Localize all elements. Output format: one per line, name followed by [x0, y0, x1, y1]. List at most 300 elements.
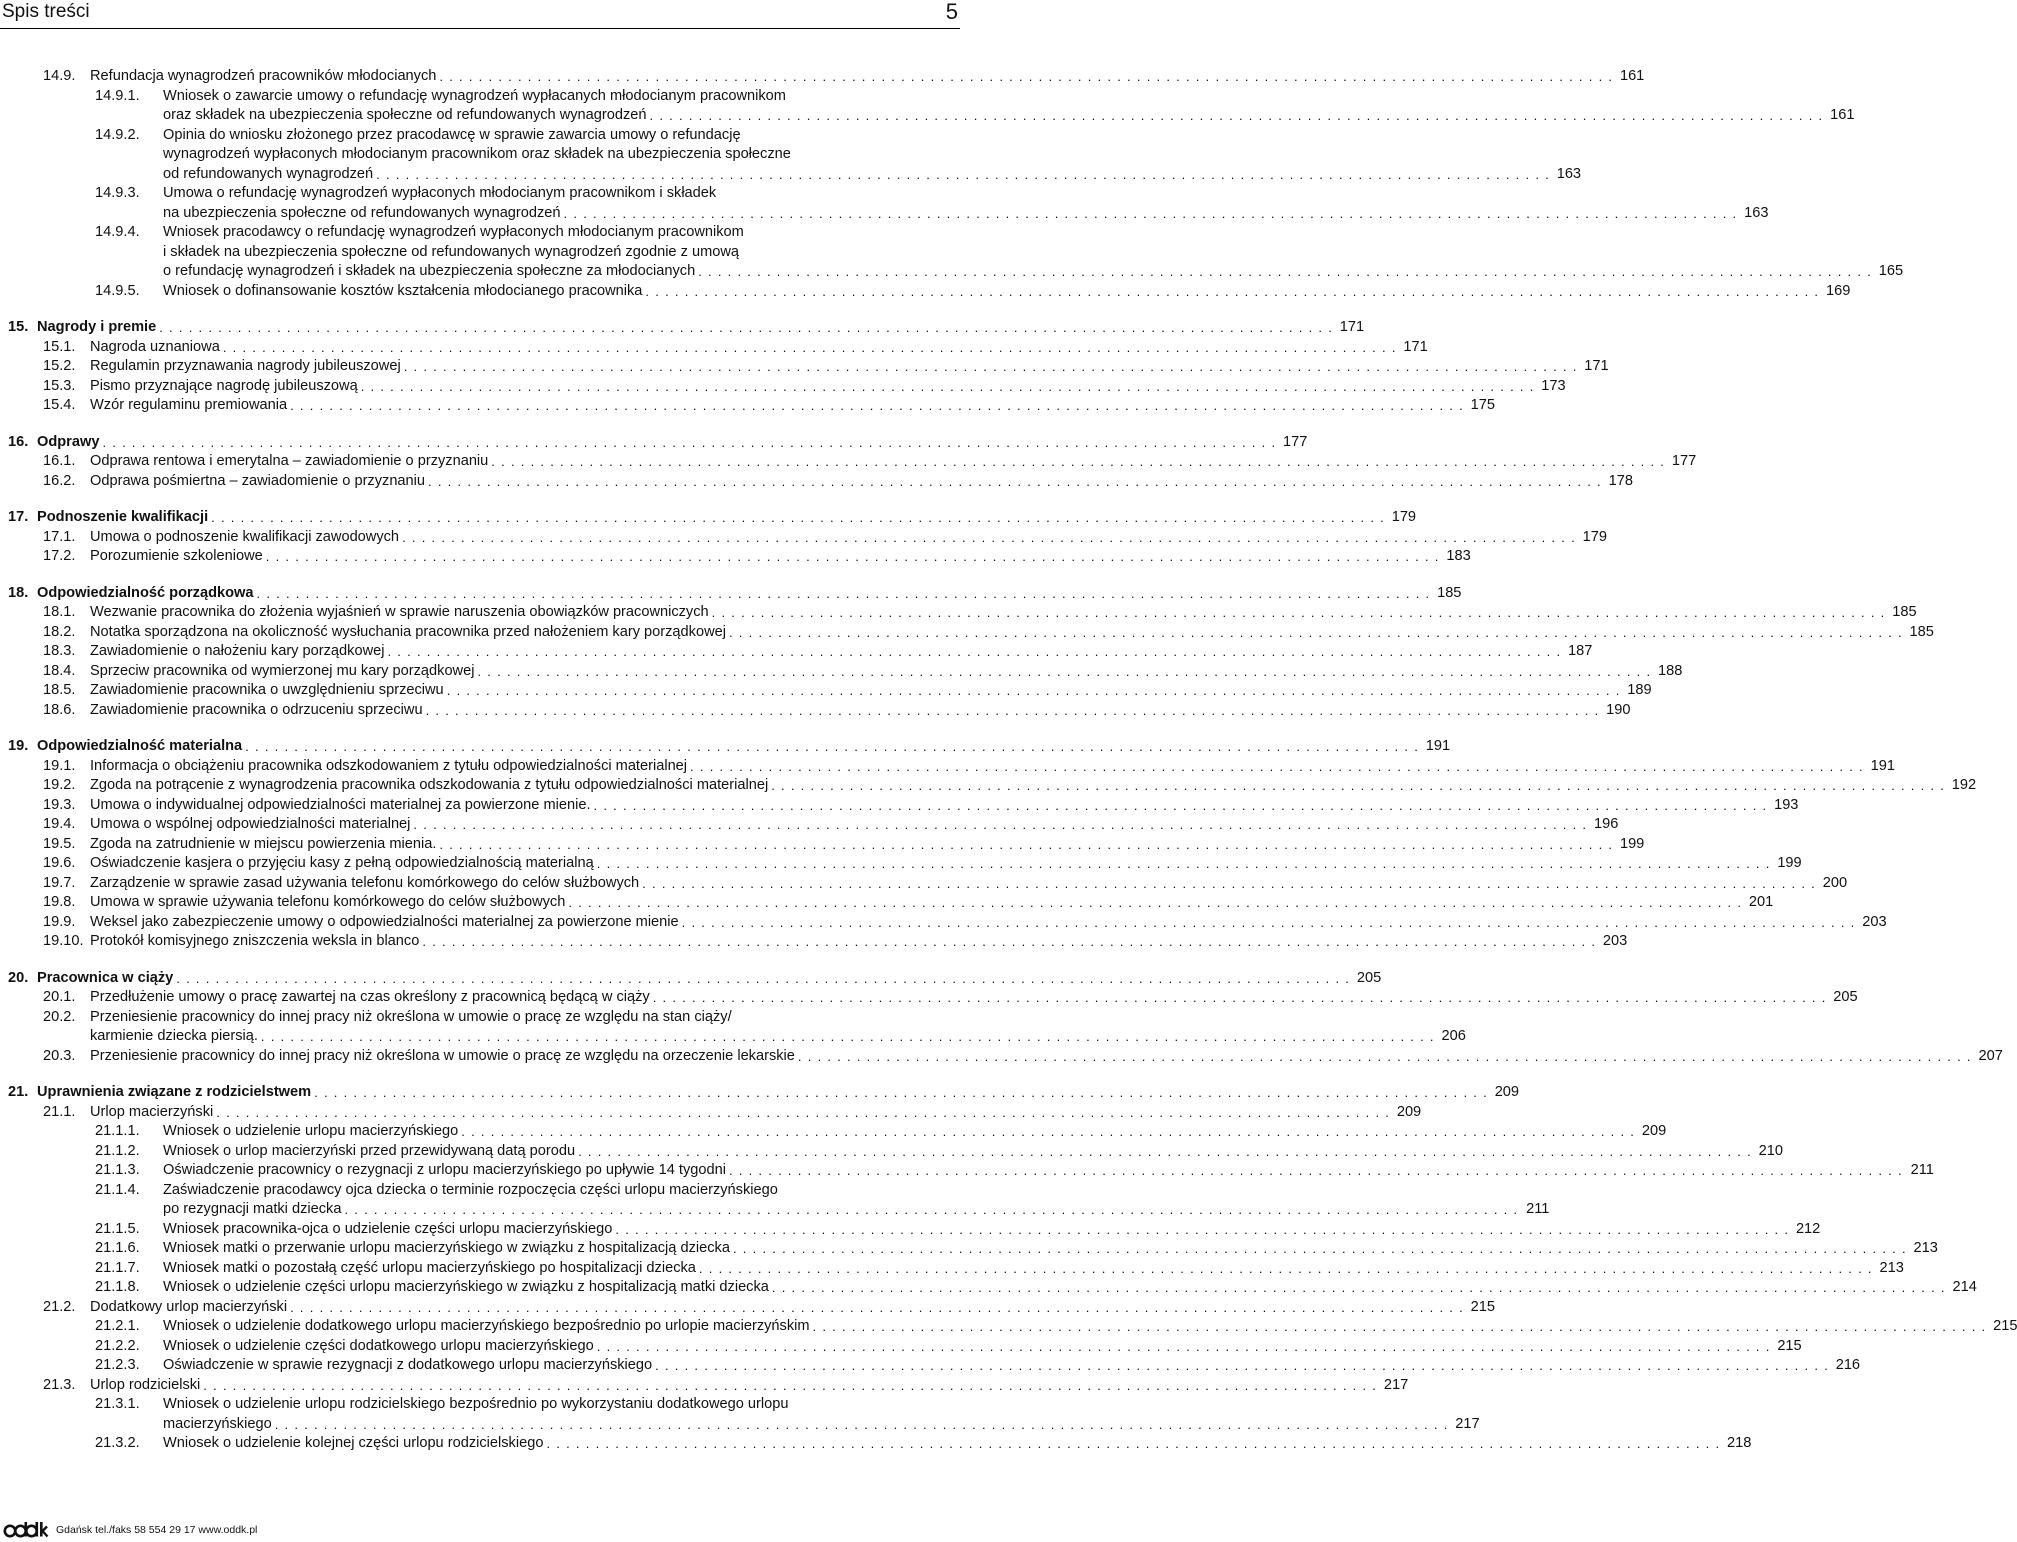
toc-entry-line [163, 126, 960, 146]
toc-page-number: 165 [1878, 263, 1904, 279]
toc-entry-line [90, 642, 1593, 662]
dot-leader: . . . . . . . . . . . . . . . . . . . . . . . . . . . . . . . . . . . . . . . . . . . . . . . . . . . . . . . . . . . . . . . . . . . . . . . . . . . . . . . . . . . . . . . . . . . . . . . . . . . . . . . . . . . . . . . . . . . . . . . . [425, 702, 1600, 718]
dot-leader: . . . . . . . . . . . . . . . . . . . . . . . . . . . . . . . . . . . . . . . . . . . . . . . . . . . . . . . . . . . . . . . . . . . . . . . . . . . . . . . . . . . . . . . . . . . . . . . . . . . . . . . . . . . . . . . . . . . . . . . . [290, 1299, 1465, 1315]
toc-entry-title: Wniosek matki o pozostałą część urlopu macierzyńskiego po hospitalizacji dziecka [163, 1259, 696, 1276]
toc-number: 19. [8, 738, 29, 754]
toc-entry-title: Pismo przyznające nagrodę jubileuszową [90, 377, 358, 394]
dot-leader: . . . . . . . . . . . . . . . . . . . . . . . . . . . . . . . . . . . . . . . . . . . . . . . . . . . . . . . . . . . . . . . . . . . . . . . . . . . . . . . . . . . . . . . . . . . . . . . . . . . . . . . . . . . . . . . . . . . . . . . . [596, 1338, 1771, 1354]
toc-page-number: 193 [1774, 796, 1799, 813]
toc-entry-title: Zarządzenie w sprawie zasad używania telefonu komórkowego do celów służbowych [90, 874, 640, 891]
dot-leader: . . . . . . . . . . . . . . . . . . . . . . . . . . . . . . . . . . . . . . . . . . . . . . . . . . . . . . . . . . . . . . . . . . . . . . . . . . . . . . . . . . . . . . . . . . . . . . . . . . . . . . . . . . . . . . . . . . . . . . . . [728, 624, 1903, 640]
toc-page-number: 171 [1339, 319, 1365, 335]
toc-number: 18.6. [43, 701, 76, 718]
toc-page-number: 209 [1494, 1084, 1520, 1100]
toc-entry-title: Odpowiedzialność porządkowa [37, 584, 254, 601]
toc-page-number: 171 [1403, 338, 1428, 355]
dot-leader: . . . . . . . . . . . . . . . . . . . . . . . . . . . . . . . . . . . . . . . . . . . . . . . . . . . . . . . . . . . . . . . . . . . . . . . . . . . . . . . . . . . . . . . . . . . . . . . . . . . . . . . . . . . . . . . . . . . . . . . . [344, 1202, 1519, 1217]
toc-entry-title: Zaświadczenie pracodawcy ojca dziecka o terminie rozpoczęcia części urlopu macierzyńskiego [163, 1181, 778, 1198]
toc-number: 16. [8, 433, 29, 450]
toc-number: 21.1.8. [95, 1279, 140, 1295]
toc-entry-title: po rezygnacji matki dziecka [163, 1201, 342, 1217]
toc-number: 14.9. [43, 68, 76, 84]
toc-page-number: 187 [1568, 643, 1593, 659]
toc-page-number: 199 [1777, 855, 1802, 871]
dot-leader: . . . . . . . . . . . . . . . . . . . . . . . . . . . . . . . . . . . . . . . . . . . . . . . . . . . . . . . . . . . . . . . . . . . . . . . . . . . . . . . . . . . . . . . . . . . . . . . . . . . . . . . . . . . . . . . . . . . . . . . . [652, 990, 1827, 1005]
dot-leader: . . . . . . . . . . . . . . . . . . . . . . . . . . . . . . . . . . . . . . . . . . . . . . . . . . . . . . . . . . . . . . . . . . . . . . . . . . . . . . . . . . . . . . . . . . . . . . . . . . . . . . . . . . . . . . . . . . . . . . . . [642, 875, 1817, 891]
toc-entry-line [90, 452, 1697, 472]
toc-number: 21.1.5. [95, 1220, 140, 1237]
toc-number: 20.1. [43, 989, 76, 1005]
dot-leader: . . . . . . . . . . . . . . . . . . . . . . . . . . . . . . . . . . . . . . . . . . . . . . . . . . . . . . . . . . . . . . . . . . . . . . . . . . . . . . . . . . . . . . . . . . . . . . . . . . . . . . . . . . . . . . . . . . . . . . . . [615, 1221, 1790, 1237]
toc-number: 19.7. [43, 874, 76, 891]
dot-leader: . . . . . . . . . . . . . . . . . . . . . . . . . . . . . . . . . . . . . . . . . . . . . . . . . . . . . . . . . . . . . . . . . . . . . . . . . . . . . . . . . . . . . . . . . . . . . . . . . . . . . . . . . . . . . . . . . . . . . . . . [645, 283, 1820, 299]
toc-page-number: 218 [1727, 1435, 1752, 1451]
toc-entry-title: Odprawa rentowa i emerytalna – zawiadomienie o przyznaniu [90, 453, 489, 469]
toc-entry-line [163, 1434, 1752, 1454]
toc-entry-line [90, 815, 1619, 835]
dot-leader: . . . . . . . . . . . . . . . . . . . . . . . . . . . . . . . . . . . . . . . . . . . . . . . . . . . . . . . . . . . . . . . . . . . . . . . . . . . . . . . . . . . . . . . . . . . . . . . . . . . . . . . . . . . . . . . . . . . . . . . . [439, 836, 1614, 852]
dot-leader: . . . . . . . . . . . . . . . . . . . . . . . . . . . . . . . . . . . . . . . . . . . . . . . . . . . . . . . . . . . . . . . . . . . . . . . . . . . . . . . . . . . . . . . . . . . . . . . . . . . . . . . . . . . . . . . . . . . . . . . . [477, 663, 1652, 679]
toc-page-number: 209 [1396, 1103, 1422, 1120]
toc-entry-line [90, 1047, 2003, 1067]
toc-page-number: 188 [1658, 662, 1683, 679]
toc-page-number: 213 [1879, 1259, 1904, 1276]
toc-entry-line [90, 776, 1977, 796]
toc-entry-title: Wezwanie pracownika do złożenia wyjaśnień w sprawie naruszenia obowiązków pracowniczych [90, 604, 709, 620]
toc-entry-title: Odprawa pośmiertna – zawiadomienie o przyznaniu [90, 472, 426, 489]
toc-entry-line [163, 282, 1851, 302]
toc-entry-title: Umowa w sprawie używania telefonu komórkowego do celów służbowych [90, 894, 566, 910]
toc-page-number: 209 [1641, 1123, 1667, 1139]
toc-entry-line [163, 1142, 1783, 1162]
toc-entry-title: Oświadczenie kasjera o przyjęciu kasy z pełną odpowiedzialnością materialną [90, 855, 594, 871]
toc-entry-title: Zawiadomienie o nałożeniu kary porządkowej [90, 643, 385, 659]
dot-leader: . . . . . . . . . . . . . . . . . . . . . . . . . . . . . . . . . . . . . . . . . . . . . . . . . . . . . . . . . . . . . . . . . . . . . . . . . . . . . . . . . . . . . . . . . . . . . . . . . . . . . . . . . . . . . . . . . . . . . . . . [290, 398, 1465, 413]
toc-entry-title: na ubezpieczenia społeczne od refundowanych wynagrodzeń [163, 204, 561, 221]
dot-leader: . . . . . . . . . . . . . . . . . . . . . . . . . . . . . . . . . . . . . . . . . . . . . . . . . . . . . . . . . . . . . . . . . . . . . . . . . . . . . . . . . . . . . . . . . . . . . . . . . . . . . . . . . . . . . . . . . . . . . . . . [245, 739, 1420, 754]
toc-entry-line [90, 932, 1628, 952]
dot-leader: . . . . . . . . . . . . . . . . . . . . . . . . . . . . . . . . . . . . . . . . . . . . . . . . . . . . . . . . . . . . . . . . . . . . . . . . . . . . . . . . . . . . . . . . . . . . . . . . . . . . . . . . . . . . . . . . . . . . . . . . [413, 817, 1588, 832]
toc-entry-line [90, 623, 1934, 643]
toc-entry-title: Wniosek matki o przerwanie urlopu macierzyńskiego w związku z hospitalizacją dziecka [163, 1240, 730, 1256]
toc-number: 20.3. [43, 1047, 76, 1064]
toc-number: 21.1. [43, 1103, 76, 1120]
toc-page-number: 191 [1870, 757, 1895, 774]
toc-entry-line [90, 1376, 1409, 1396]
toc-number: 19.3. [43, 796, 76, 813]
toc-number: 21.1.3. [95, 1162, 140, 1178]
dot-leader: . . . . . . . . . . . . . . . . . . . . . . . . . . . . . . . . . . . . . . . . . . . . . . . . . . . . . . . . . . . . . . . . . . . . . . . . . . . . . . . . . . . . . . . . . . . . . . . . . . . . . . . . . . . . . . . . . . . . . . . . [439, 69, 1614, 84]
toc-page-number: 178 [1608, 472, 1633, 489]
dot-leader: . . . . . . . . . . . . . . . . . . . . . . . . . . . . . . . . . . . . . . . . . . . . . . . . . . . . . . . . . . . . . . . . . . . . . . . . . . . . . . . . . . . . . . . . . . . . . . . . . . . . . . . . . . . . . . . . . . . . . . . . [216, 1104, 1391, 1120]
dot-leader: . . . . . . . . . . . . . . . . . . . . . . . . . . . . . . . . . . . . . . . . . . . . . . . . . . . . . . . . . . . . . . . . . . . . . . . . . . . . . . . . . . . . . . . . . . . . . . . . . . . . . . . . . . . . . . . . . . . . . . . . [314, 1085, 1489, 1100]
toc-number: 18.2. [43, 623, 76, 640]
toc-entry-line [37, 737, 1451, 757]
toc-entry-title: Sprzeciw pracownika od wymierzonej mu kary porządkowej [90, 662, 475, 679]
dot-leader: . . . . . . . . . . . . . . . . . . . . . . . . . . . . . . . . . . . . . . . . . . . . . . . . . . . . . . . . . . . . . . . . . . . . . . . . . . . . . . . . . . . . . . . . . . . . . . . . . . . . . . . . . . . . . . . . . . . . . . . . [491, 454, 1666, 469]
toc-entry-line [163, 145, 960, 165]
toc-entry-title: Wniosek pracodawcy o refundację wynagrodzeń wypłaconych młodocianym pracownikom [163, 224, 744, 240]
dot-leader: . . . . . . . . . . . . . . . . . . . . . . . . . . . . . . . . . . . . . . . . . . . . . . . . . . . . . . . . . . . . . . . . . . . . . . . . . . . . . . . . . . . . . . . . . . . . . . . . . . . . . . . . . . . . . . . . . . . . . . . . [387, 644, 1562, 659]
toc-entry-line [163, 1317, 2017, 1337]
toc-entry-title: Odpowiedzialność materialna [37, 738, 243, 754]
toc-entry-title: Wniosek o udzielenie kolejnej części urlopu rodzicielskiego [163, 1435, 544, 1451]
toc-number: 21.3. [43, 1376, 76, 1393]
toc-entry-title: Oświadczenie pracownicy o rezygnacji z urlopu macierzyńskiego po upływie 14 tygodni [163, 1162, 726, 1178]
toc-page-number: 161 [1619, 68, 1645, 84]
toc-entry-title: Notatka sporządzona na okoliczność wysłuchania pracownika przed nałożeniem kary porządkowej [90, 623, 726, 640]
toc-number: 21.1.6. [95, 1240, 140, 1256]
toc-entry-title: macierzyńskiego [163, 1415, 272, 1432]
toc-page-number: 215 [1470, 1298, 1496, 1315]
toc-page-number: 185 [1892, 604, 1917, 620]
toc-number: 19.2. [43, 777, 76, 793]
toc-number: 21.3.1. [95, 1396, 140, 1412]
toc-page-number: 196 [1593, 816, 1619, 832]
toc-entry-title: Nagrody i premie [37, 319, 157, 335]
toc-entry-line [163, 87, 960, 107]
toc-entry-line [163, 1161, 1934, 1181]
toc-entry-line [90, 1008, 960, 1028]
toc-number: 18.3. [43, 643, 76, 659]
toc-number: 19.6. [43, 855, 76, 871]
dot-leader: . . . . . . . . . . . . . . . . . . . . . . . . . . . . . . . . . . . . . . . . . . . . . . . . . . . . . . . . . . . . . . . . . . . . . . . . . . . . . . . . . . . . . . . . . . . . . . . . . . . . . . . . . . . . . . . . . . . . . . . . [446, 683, 1621, 698]
toc-page-number: 217 [1455, 1415, 1480, 1432]
toc-number: 19.8. [43, 894, 76, 910]
toc-entry-title: o refundację wynagrodzeń i składek na ubezpieczenia społeczne za młodocianych [163, 263, 696, 279]
toc-page-number: 217 [1383, 1376, 1409, 1393]
toc-page-number: 207 [1978, 1047, 2003, 1064]
dot-leader: . . . . . . . . . . . . . . . . . . . . . . . . . . . . . . . . . . . . . . . . . . . . . . . . . . . . . . . . . . . . . . . . . . . . . . . . . . . . . . . . . . . . . . . . . . . . . . . . . . . . . . . . . . . . . . . . . . . . . . . . [546, 1436, 1721, 1451]
toc-page-number: 191 [1425, 738, 1451, 754]
toc-entry-line [163, 1395, 960, 1415]
page-number: 5 [945, 0, 958, 24]
toc-entry-title: wynagrodzeń wypłaconych młodocianym pracownikom oraz składek na ubezpieczenia społeczne [163, 146, 791, 162]
dot-leader: . . . . . . . . . . . . . . . . . . . . . . . . . . . . . . . . . . . . . . . . . . . . . . . . . . . . . . . . . . . . . . . . . . . . . . . . . . . . . . . . . . . . . . . . . . . . . . . . . . . . . . . . . . . . . . . . . . . . . . . . [596, 856, 1771, 871]
toc-entry-title: Wniosek o urlop macierzyński przed przewidywaną datą porodu [163, 1142, 576, 1159]
toc-number: 18.4. [43, 662, 76, 679]
dot-leader: . . . . . . . . . . . . . . . . . . . . . . . . . . . . . . . . . . . . . . . . . . . . . . . . . . . . . . . . . . . . . . . . . . . . . . . . . . . . . . . . . . . . . . . . . . . . . . . . . . . . . . . . . . . . . . . . . . . . . . . . [422, 934, 1597, 949]
toc-entry-line [163, 1122, 1667, 1142]
toc-page-number: 185 [1909, 623, 1934, 640]
toc-number: 21.1.2. [95, 1142, 140, 1159]
toc-entry-title: i składek na ubezpieczenia społeczne od refundowanych wynagrodzeń zgodnie z umową [163, 243, 740, 260]
dot-leader: . . . . . . . . . . . . . . . . . . . . . . . . . . . . . . . . . . . . . . . . . . . . . . . . . . . . . . . . . . . . . . . . . . . . . . . . . . . . . . . . . . . . . . . . . . . . . . . . . . . . . . . . . . . . . . . . . . . . . . . . [771, 1280, 1946, 1295]
toc-entry-line [90, 377, 1566, 397]
toc-entry-title: Refundacja wynagrodzeń pracowników młodocianych [90, 68, 437, 84]
toc-entry-title: Urlop macierzyński [90, 1103, 214, 1120]
toc-entry-line [163, 106, 1855, 126]
toc-entry-line [90, 988, 1858, 1008]
toc-entry-title: Przeniesienie pracownicy do innej pracy niż określona w umowie o pracę ze względu na stan ciąży/ [90, 1008, 732, 1025]
toc-page-number: 175 [1470, 397, 1496, 413]
toc-page-number: 161 [1830, 107, 1855, 123]
toc-entry-line [90, 1103, 1422, 1123]
toc-entry-title: Regulamin przyznawania nagrody jubileuszowej [90, 358, 401, 374]
dot-leader: . . . . . . . . . . . . . . . . . . . . . . . . . . . . . . . . . . . . . . . . . . . . . . . . . . . . . . . . . . . . . . . . . . . . . . . . . . . . . . . . . . . . . . . . . . . . . . . . . . . . . . . . . . . . . . . . . . . . . . . . [812, 1319, 1987, 1334]
toc-number: 15.1. [43, 338, 76, 355]
toc-entry-title: Zgoda na zatrudnienie w miejscu powierzenia mienia. [90, 835, 437, 852]
toc-number: 16.2. [43, 472, 76, 489]
toc-number: 19.5. [43, 835, 76, 852]
toc-entry-line [163, 262, 1904, 282]
toc-entry-title: Wniosek o zawarcie umowy o refundację wynagrodzeń wypłacanych młodocianym pracownikom [163, 87, 786, 104]
toc-number: 14.9.1. [95, 87, 140, 104]
toc-entry-line [90, 874, 1848, 894]
dot-leader: . . . . . . . . . . . . . . . . . . . . . . . . . . . . . . . . . . . . . . . . . . . . . . . . . . . . . . . . . . . . . . . . . . . . . . . . . . . . . . . . . . . . . . . . . . . . . . . . . . . . . . . . . . . . . . . . . . . . . . . . [102, 434, 1277, 450]
toc-entry-line [37, 1083, 1520, 1103]
dot-leader: . . . . . . . . . . . . . . . . . . . . . . . . . . . . . . . . . . . . . . . . . . . . . . . . . . . . . . . . . . . . . . . . . . . . . . . . . . . . . . . . . . . . . . . . . . . . . . . . . . . . . . . . . . . . . . . . . . . . . . . . [649, 108, 1824, 123]
toc-number: 15. [8, 319, 29, 335]
toc-entry-line [90, 701, 1631, 721]
toc-number: 17.1. [43, 528, 76, 545]
dot-leader: . . . . . . . . . . . . . . . . . . . . . . . . . . . . . . . . . . . . . . . . . . . . . . . . . . . . . . . . . . . . . . . . . . . . . . . . . . . . . . . . . . . . . . . . . . . . . . . . . . . . . . . . . . . . . . . . . . . . . . . . [593, 797, 1768, 813]
toc-page-number: 190 [1606, 701, 1631, 718]
toc-entry-line [163, 1220, 1821, 1240]
toc-entry-title: Dodatkowy urlop macierzyński [90, 1298, 288, 1315]
toc-entry-title: Nagroda uznaniowa [90, 338, 220, 355]
toc-page-number: 199 [1619, 835, 1645, 852]
dot-leader: . . . . . . . . . . . . . . . . . . . . . . . . . . . . . . . . . . . . . . . . . . . . . . . . . . . . . . . . . . . . . . . . . . . . . . . . . . . . . . . . . . . . . . . . . . . . . . . . . . . . . . . . . . . . . . . . . . . . . . . . [655, 1358, 1830, 1373]
toc-page-number: 206 [1441, 1028, 1466, 1044]
dot-leader: . . . . . . . . . . . . . . . . . . . . . . . . . . . . . . . . . . . . . . . . . . . . . . . . . . . . . . . . . . . . . . . . . . . . . . . . . . . . . . . . . . . . . . . . . . . . . . . . . . . . . . . . . . . . . . . . . . . . . . . . [728, 1163, 1903, 1178]
toc-entry-title: Wzór regulaminu premiowania [90, 397, 288, 413]
toc-entry-title: Oświadczenie w sprawie rezygnacji z dodatkowego urlopu macierzyńskiego [163, 1357, 653, 1373]
toc-page-number: 211 [1910, 1162, 1934, 1178]
dot-leader: . . . . . . . . . . . . . . . . . . . . . . . . . . . . . . . . . . . . . . . . . . . . . . . . . . . . . . . . . . . . . . . . . . . . . . . . . . . . . . . . . . . . . . . . . . . . . . . . . . . . . . . . . . . . . . . . . . . . . . . . [711, 605, 1886, 620]
toc-entry-line [90, 662, 1683, 682]
dot-leader: . . . . . . . . . . . . . . . . . . . . . . . . . . . . . . . . . . . . . . . . . . . . . . . . . . . . . . . . . . . . . . . . . . . . . . . . . . . . . . . . . . . . . . . . . . . . . . . . . . . . . . . . . . . . . . . . . . . . . . . . [732, 1241, 1907, 1256]
toc-entry-title: Umowa o indywidualnej odpowiedzialności materialnej za powierzone mienie. [90, 796, 591, 813]
toc-number: 14.9.3. [95, 185, 140, 201]
toc-entry-line [90, 1298, 1496, 1318]
toc-entry-line [90, 796, 1799, 816]
toc-page-number: 185 [1437, 584, 1462, 601]
toc-entry-title: Odprawy [37, 433, 100, 450]
toc-entry-line [90, 681, 1652, 701]
toc-entry-line [90, 528, 1607, 548]
toc-entry-line [163, 1239, 1938, 1259]
dot-leader: . . . . . . . . . . . . . . . . . . . . . . . . . . . . . . . . . . . . . . . . . . . . . . . . . . . . . . . . . . . . . . . . . . . . . . . . . . . . . . . . . . . . . . . . . . . . . . . . . . . . . . . . . . . . . . . . . . . . . . . . [797, 1048, 1972, 1064]
toc-page-number: 205 [1833, 989, 1858, 1005]
toc-entry-title: od refundowanych wynagrodzeń [163, 165, 374, 182]
toc-number: 21.1.1. [95, 1123, 140, 1139]
footer-contact: Gdańsk tel./faks 58 554 29 17 www.oddk.pl [56, 1524, 258, 1536]
dot-leader: . . . . . . . . . . . . . . . . . . . . . . . . . . . . . . . . . . . . . . . . . . . . . . . . . . . . . . . . . . . . . . . . . . . . . . . . . . . . . . . . . . . . . . . . . . . . . . . . . . . . . . . . . . . . . . . . . . . . . . . . [698, 1260, 1873, 1276]
toc-number: 19.4. [43, 816, 76, 832]
toc-number: 18.1. [43, 604, 76, 620]
toc-page-number: 214 [1952, 1279, 1977, 1295]
toc-page-number: 213 [1913, 1240, 1938, 1256]
toc-page-number: 203 [1602, 933, 1628, 949]
toc-entry-title: Wniosek o udzielenie urlopu rodzicielskiego bezpośrednio po wykorzystaniu dodatkowego urlopu [163, 1396, 789, 1412]
toc-number: 21.1.7. [95, 1259, 140, 1276]
page-footer [0, 1518, 960, 1540]
dot-leader: . . . . . . . . . . . . . . . . . . . . . . . . . . . . . . . . . . . . . . . . . . . . . . . . . . . . . . . . . . . . . . . . . . . . . . . . . . . . . . . . . . . . . . . . . . . . . . . . . . . . . . . . . . . . . . . . . . . . . . . . [360, 378, 1535, 394]
toc-entry-title: Wniosek o udzielenie części dodatkowego urlopu macierzyńskiego [163, 1337, 594, 1354]
toc-entry-line [90, 357, 1609, 377]
dot-leader: . . . . . . . . . . . . . . . . . . . . . . . . . . . . . . . . . . . . . . . . . . . . . . . . . . . . . . . . . . . . . . . . . . . . . . . . . . . . . . . . . . . . . . . . . . . . . . . . . . . . . . . . . . . . . . . . . . . . . . . . [260, 1029, 1435, 1044]
toc-number: 17.2. [43, 548, 76, 564]
toc-entry-title: karmienie dziecka piersią. [90, 1028, 258, 1044]
toc-number: 19.1. [43, 757, 76, 774]
toc-number: 19.9. [43, 913, 76, 930]
oddk-logo [4, 1521, 48, 1538]
toc-page-number: 192 [1951, 777, 1977, 793]
dot-leader: . . . . . . . . . . . . . . . . . . . . . . . . . . . . . . . . . . . . . . . . . . . . . . . . . . . . . . . . . . . . . . . . . . . . . . . . . . . . . . . . . . . . . . . . . . . . . . . . . . . . . . . . . . . . . . . . . . . . . . . . [203, 1377, 1378, 1393]
toc-entry-title: Zawiadomienie pracownika o uwzględnieniu sprzeciwu [90, 682, 444, 698]
toc-entry-title: Wniosek o udzielenie dodatkowego urlopu macierzyńskiego bezpośrednio po urlopie macierzyńskim [163, 1318, 810, 1334]
toc-page-number: 183 [1446, 548, 1471, 564]
dot-leader: . . . . . . . . . . . . . . . . . . . . . . . . . . . . . . . . . . . . . . . . . . . . . . . . . . . . . . . . . . . . . . . . . . . . . . . . . . . . . . . . . . . . . . . . . . . . . . . . . . . . . . . . . . . . . . . . . . . . . . . . [274, 1416, 1449, 1432]
dot-leader: . . . . . . . . . . . . . . . . . . . . . . . . . . . . . . . . . . . . . . . . . . . . . . . . . . . . . . . . . . . . . . . . . . . . . . . . . . . . . . . . . . . . . . . . . . . . . . . . . . . . . . . . . . . . . . . . . . . . . . . . [428, 473, 1602, 489]
dot-leader: . . . . . . . . . . . . . . . . . . . . . . . . . . . . . . . . . . . . . . . . . . . . . . . . . . . . . . . . . . . . . . . . . . . . . . . . . . . . . . . . . . . . . . . . . . . . . . . . . . . . . . . . . . . . . . . . . . . . . . . . [402, 529, 1576, 545]
toc-page-number: 177 [1283, 433, 1308, 450]
toc-entry-line [90, 547, 1471, 567]
toc-number: 20. [8, 969, 29, 986]
toc-number: 21.2. [43, 1298, 76, 1315]
toc-entry-title: Wniosek pracownika-ojca o udzielenie części urlopu macierzyńskiego [163, 1220, 613, 1237]
dot-leader: . . . . . . . . . . . . . . . . . . . . . . . . . . . . . . . . . . . . . . . . . . . . . . . . . . . . . . . . . . . . . . . . . . . . . . . . . . . . . . . . . . . . . . . . . . . . . . . . . . . . . . . . . . . . . . . . . . . . . . . . [563, 205, 1738, 221]
dot-leader: . . . . . . . . . . . . . . . . . . . . . . . . . . . . . . . . . . . . . . . . . . . . . . . . . . . . . . . . . . . . . . . . . . . . . . . . . . . . . . . . . . . . . . . . . . . . . . . . . . . . . . . . . . . . . . . . . . . . . . . . [265, 549, 1440, 564]
dot-leader: . . . . . . . . . . . . . . . . . . . . . . . . . . . . . . . . . . . . . . . . . . . . . . . . . . . . . . . . . . . . . . . . . . . . . . . . . . . . . . . . . . . . . . . . . . . . . . . . . . . . . . . . . . . . . . . . . . . . . . . . [176, 970, 1351, 986]
toc-page-number: 169 [1825, 282, 1851, 299]
dot-leader: . . . . . . . . . . . . . . . . . . . . . . . . . . . . . . . . . . . . . . . . . . . . . . . . . . . . . . . . . . . . . . . . . . . . . . . . . . . . . . . . . . . . . . . . . . . . . . . . . . . . . . . . . . . . . . . . . . . . . . . . [211, 510, 1386, 525]
dot-leader: . . . . . . . . . . . . . . . . . . . . . . . . . . . . . . . . . . . . . . . . . . . . . . . . . . . . . . . . . . . . . . . . . . . . . . . . . . . . . . . . . . . . . . . . . . . . . . . . . . . . . . . . . . . . . . . . . . . . . . . . [222, 339, 1397, 355]
toc-entry-title: Przeniesienie pracownicy do innej pracy niż określona w umowie o pracę ze względu na orzeczenie lekarskie [90, 1047, 795, 1064]
toc-number: 16.1. [43, 453, 76, 469]
toc-page-number: 163 [1556, 165, 1582, 182]
toc-entry-line [90, 472, 1633, 492]
toc-entry-title: Umowa o podnoszenie kwalifikacji zawodowych [90, 528, 400, 545]
toc-number: 15.3. [43, 377, 76, 394]
toc-entry-line [90, 67, 1645, 87]
toc-entry-title: Wniosek o udzielenie urlopu macierzyńskiego [163, 1123, 459, 1139]
toc-number: 20.2. [43, 1008, 76, 1025]
toc-entry-title: Uprawnienia związane z rodzicielstwem [37, 1084, 312, 1100]
toc-entry-line [163, 1181, 960, 1201]
toc-page-number: 163 [1744, 204, 1769, 221]
dot-leader: . . . . . . . . . . . . . . . . . . . . . . . . . . . . . . . . . . . . . . . . . . . . . . . . . . . . . . . . . . . . . . . . . . . . . . . . . . . . . . . . . . . . . . . . . . . . . . . . . . . . . . . . . . . . . . . . . . . . . . . . [159, 320, 1334, 335]
toc-entry-line [90, 854, 1802, 874]
toc-entry-title: Protokół komisyjnego zniszczenia weksla in blanco [90, 933, 420, 949]
toc-entry-line [163, 165, 1582, 185]
toc-number: 15.2. [43, 358, 76, 374]
toc-entry-line [90, 913, 1887, 933]
toc-entry-title: Pracownica w ciąży [37, 969, 174, 986]
toc-page-number: 179 [1582, 528, 1607, 545]
dot-leader: . . . . . . . . . . . . . . . . . . . . . . . . . . . . . . . . . . . . . . . . . . . . . . . . . . . . . . . . . . . . . . . . . . . . . . . . . . . . . . . . . . . . . . . . . . . . . . . . . . . . . . . . . . . . . . . . . . . . . . . . [568, 895, 1743, 910]
toc-page-number: 205 [1356, 969, 1382, 986]
toc-entry-title: oraz składek na ubezpieczenia społeczne od refundowanych wynagrodzeń [163, 107, 647, 123]
toc-page-number: 201 [1748, 894, 1774, 910]
toc-number: 21.1.4. [95, 1181, 140, 1198]
toc-number: 21.3.2. [95, 1435, 140, 1451]
dot-leader: . . . . . . . . . . . . . . . . . . . . . . . . . . . . . . . . . . . . . . . . . . . . . . . . . . . . . . . . . . . . . . . . . . . . . . . . . . . . . . . . . . . . . . . . . . . . . . . . . . . . . . . . . . . . . . . . . . . . . . . . [698, 264, 1873, 279]
toc-entry-title: Weksel jako zabezpieczenie umowy o odpowiedzialności materialnej za powierzone mienie [90, 913, 679, 930]
toc-page-number: 200 [1822, 874, 1848, 891]
toc-entry-line [163, 243, 960, 263]
toc-number: 14.9.5. [95, 282, 140, 299]
toc-page-number: 210 [1758, 1142, 1783, 1159]
dot-leader: . . . . . . . . . . . . . . . . . . . . . . . . . . . . . . . . . . . . . . . . . . . . . . . . . . . . . . . . . . . . . . . . . . . . . . . . . . . . . . . . . . . . . . . . . . . . . . . . . . . . . . . . . . . . . . . . . . . . . . . . [771, 778, 1946, 793]
toc-entry-line [90, 396, 1496, 416]
toc-number: 21. [8, 1084, 29, 1100]
dot-leader: . . . . . . . . . . . . . . . . . . . . . . . . . . . . . . . . . . . . . . . . . . . . . . . . . . . . . . . . . . . . . . . . . . . . . . . . . . . . . . . . . . . . . . . . . . . . . . . . . . . . . . . . . . . . . . . . . . . . . . . . [376, 166, 1551, 182]
toc-page-number: 212 [1795, 1220, 1821, 1237]
toc-number: 21.2.2. [95, 1337, 140, 1354]
toc-entry-title: Zgoda na potrącenie z wynagrodzenia pracownika odszkodowania z tytułu odpowiedzialności materialnej [90, 777, 769, 793]
toc-page-number: 203 [1862, 913, 1887, 930]
toc-entry-line [37, 433, 1308, 453]
toc-entry-title: Umowa o wspólnej odpowiedzialności materialnej [90, 816, 411, 832]
toc-entry-line [163, 1415, 1480, 1435]
toc-page-number: 189 [1627, 682, 1652, 698]
toc-entry-line [163, 1356, 1861, 1376]
toc-page-number: 215 [1993, 1318, 2017, 1334]
toc-entry-line [163, 1200, 1550, 1220]
toc-entry-title: Podnoszenie kwalifikacji [37, 509, 209, 525]
toc-number: 14.9.4. [95, 224, 140, 240]
toc-entry-title: Informacja o obciążeniu pracownika odszkodowaniem z tytułu odpowiedzialności materialnej [90, 757, 688, 774]
toc-entry-line [90, 835, 1645, 855]
toc-entry-title: Opinia do wniosku złożonego przez pracodawcę w sprawie zawarcia umowy o refundację [163, 126, 741, 143]
toc-page-number: 173 [1541, 377, 1566, 394]
toc-entry-line [90, 893, 1774, 913]
toc-entry-title: Porozumienie szkoleniowe [90, 548, 263, 564]
toc-page-number: 215 [1777, 1337, 1802, 1354]
toc-entry-title: Wniosek o dofinansowanie kosztów kształcenia młodocianego pracownika [163, 282, 643, 299]
toc-page-number: 179 [1391, 509, 1417, 525]
toc-entry-line [163, 1337, 1802, 1357]
toc-entry-line [163, 204, 1769, 224]
toc-entry-line [163, 223, 960, 243]
toc-entry-line [90, 603, 1917, 623]
toc-page-number: 211 [1526, 1201, 1550, 1217]
toc-number: 21.2.3. [95, 1357, 140, 1373]
toc-entry-line [90, 338, 1428, 358]
toc-entry-title: Przedłużenie umowy o pracę zawartej na czas określony z pracownicą będącą w ciąży [90, 989, 650, 1005]
toc-entry-line [37, 969, 1382, 989]
toc-entry-title: Urlop rodzicielski [90, 1376, 201, 1393]
toc-page-number: 171 [1584, 358, 1609, 374]
toc-number: 15.4. [43, 397, 76, 413]
toc-entry-title: Zawiadomienie pracownika o odrzuceniu sprzeciwu [90, 701, 423, 718]
toc-number: 21.2.1. [95, 1318, 140, 1334]
page-title: Spis treści [2, 1, 90, 22]
dot-leader: . . . . . . . . . . . . . . . . . . . . . . . . . . . . . . . . . . . . . . . . . . . . . . . . . . . . . . . . . . . . . . . . . . . . . . . . . . . . . . . . . . . . . . . . . . . . . . . . . . . . . . . . . . . . . . . . . . . . . . . . [256, 585, 1431, 601]
toc-entry-line [37, 584, 1462, 604]
toc-page-number: 216 [1835, 1357, 1861, 1373]
dot-leader: . . . . . . . . . . . . . . . . . . . . . . . . . . . . . . . . . . . . . . . . . . . . . . . . . . . . . . . . . . . . . . . . . . . . . . . . . . . . . . . . . . . . . . . . . . . . . . . . . . . . . . . . . . . . . . . . . . . . . . . . [403, 359, 1578, 374]
dot-leader: . . . . . . . . . . . . . . . . . . . . . . . . . . . . . . . . . . . . . . . . . . . . . . . . . . . . . . . . . . . . . . . . . . . . . . . . . . . . . . . . . . . . . . . . . . . . . . . . . . . . . . . . . . . . . . . . . . . . . . . . [578, 1143, 1752, 1159]
toc-number: 17. [8, 509, 29, 525]
toc-entry-line [163, 1278, 1977, 1298]
toc-entry-line [37, 318, 1365, 338]
toc-entry-title: Umowa o refundację wynagrodzeń wypłaconych młodocianym pracownikom i składek [163, 185, 717, 201]
toc-number: 14.9.2. [95, 126, 140, 143]
dot-leader: . . . . . . . . . . . . . . . . . . . . . . . . . . . . . . . . . . . . . . . . . . . . . . . . . . . . . . . . . . . . . . . . . . . . . . . . . . . . . . . . . . . . . . . . . . . . . . . . . . . . . . . . . . . . . . . . . . . . . . . . [690, 758, 1864, 774]
toc-number: 18.5. [43, 682, 76, 698]
toc-entry-line [90, 1027, 1466, 1047]
toc-entry-line [37, 508, 1417, 528]
toc-page-number: 177 [1671, 453, 1697, 469]
toc-entry-line [163, 1259, 1904, 1279]
toc-number: 19.10. [43, 933, 84, 949]
toc-entry-line [163, 184, 960, 204]
toc-entry-line [90, 757, 1895, 777]
dot-leader: . . . . . . . . . . . . . . . . . . . . . . . . . . . . . . . . . . . . . . . . . . . . . . . . . . . . . . . . . . . . . . . . . . . . . . . . . . . . . . . . . . . . . . . . . . . . . . . . . . . . . . . . . . . . . . . . . . . . . . . . [461, 1124, 1636, 1139]
